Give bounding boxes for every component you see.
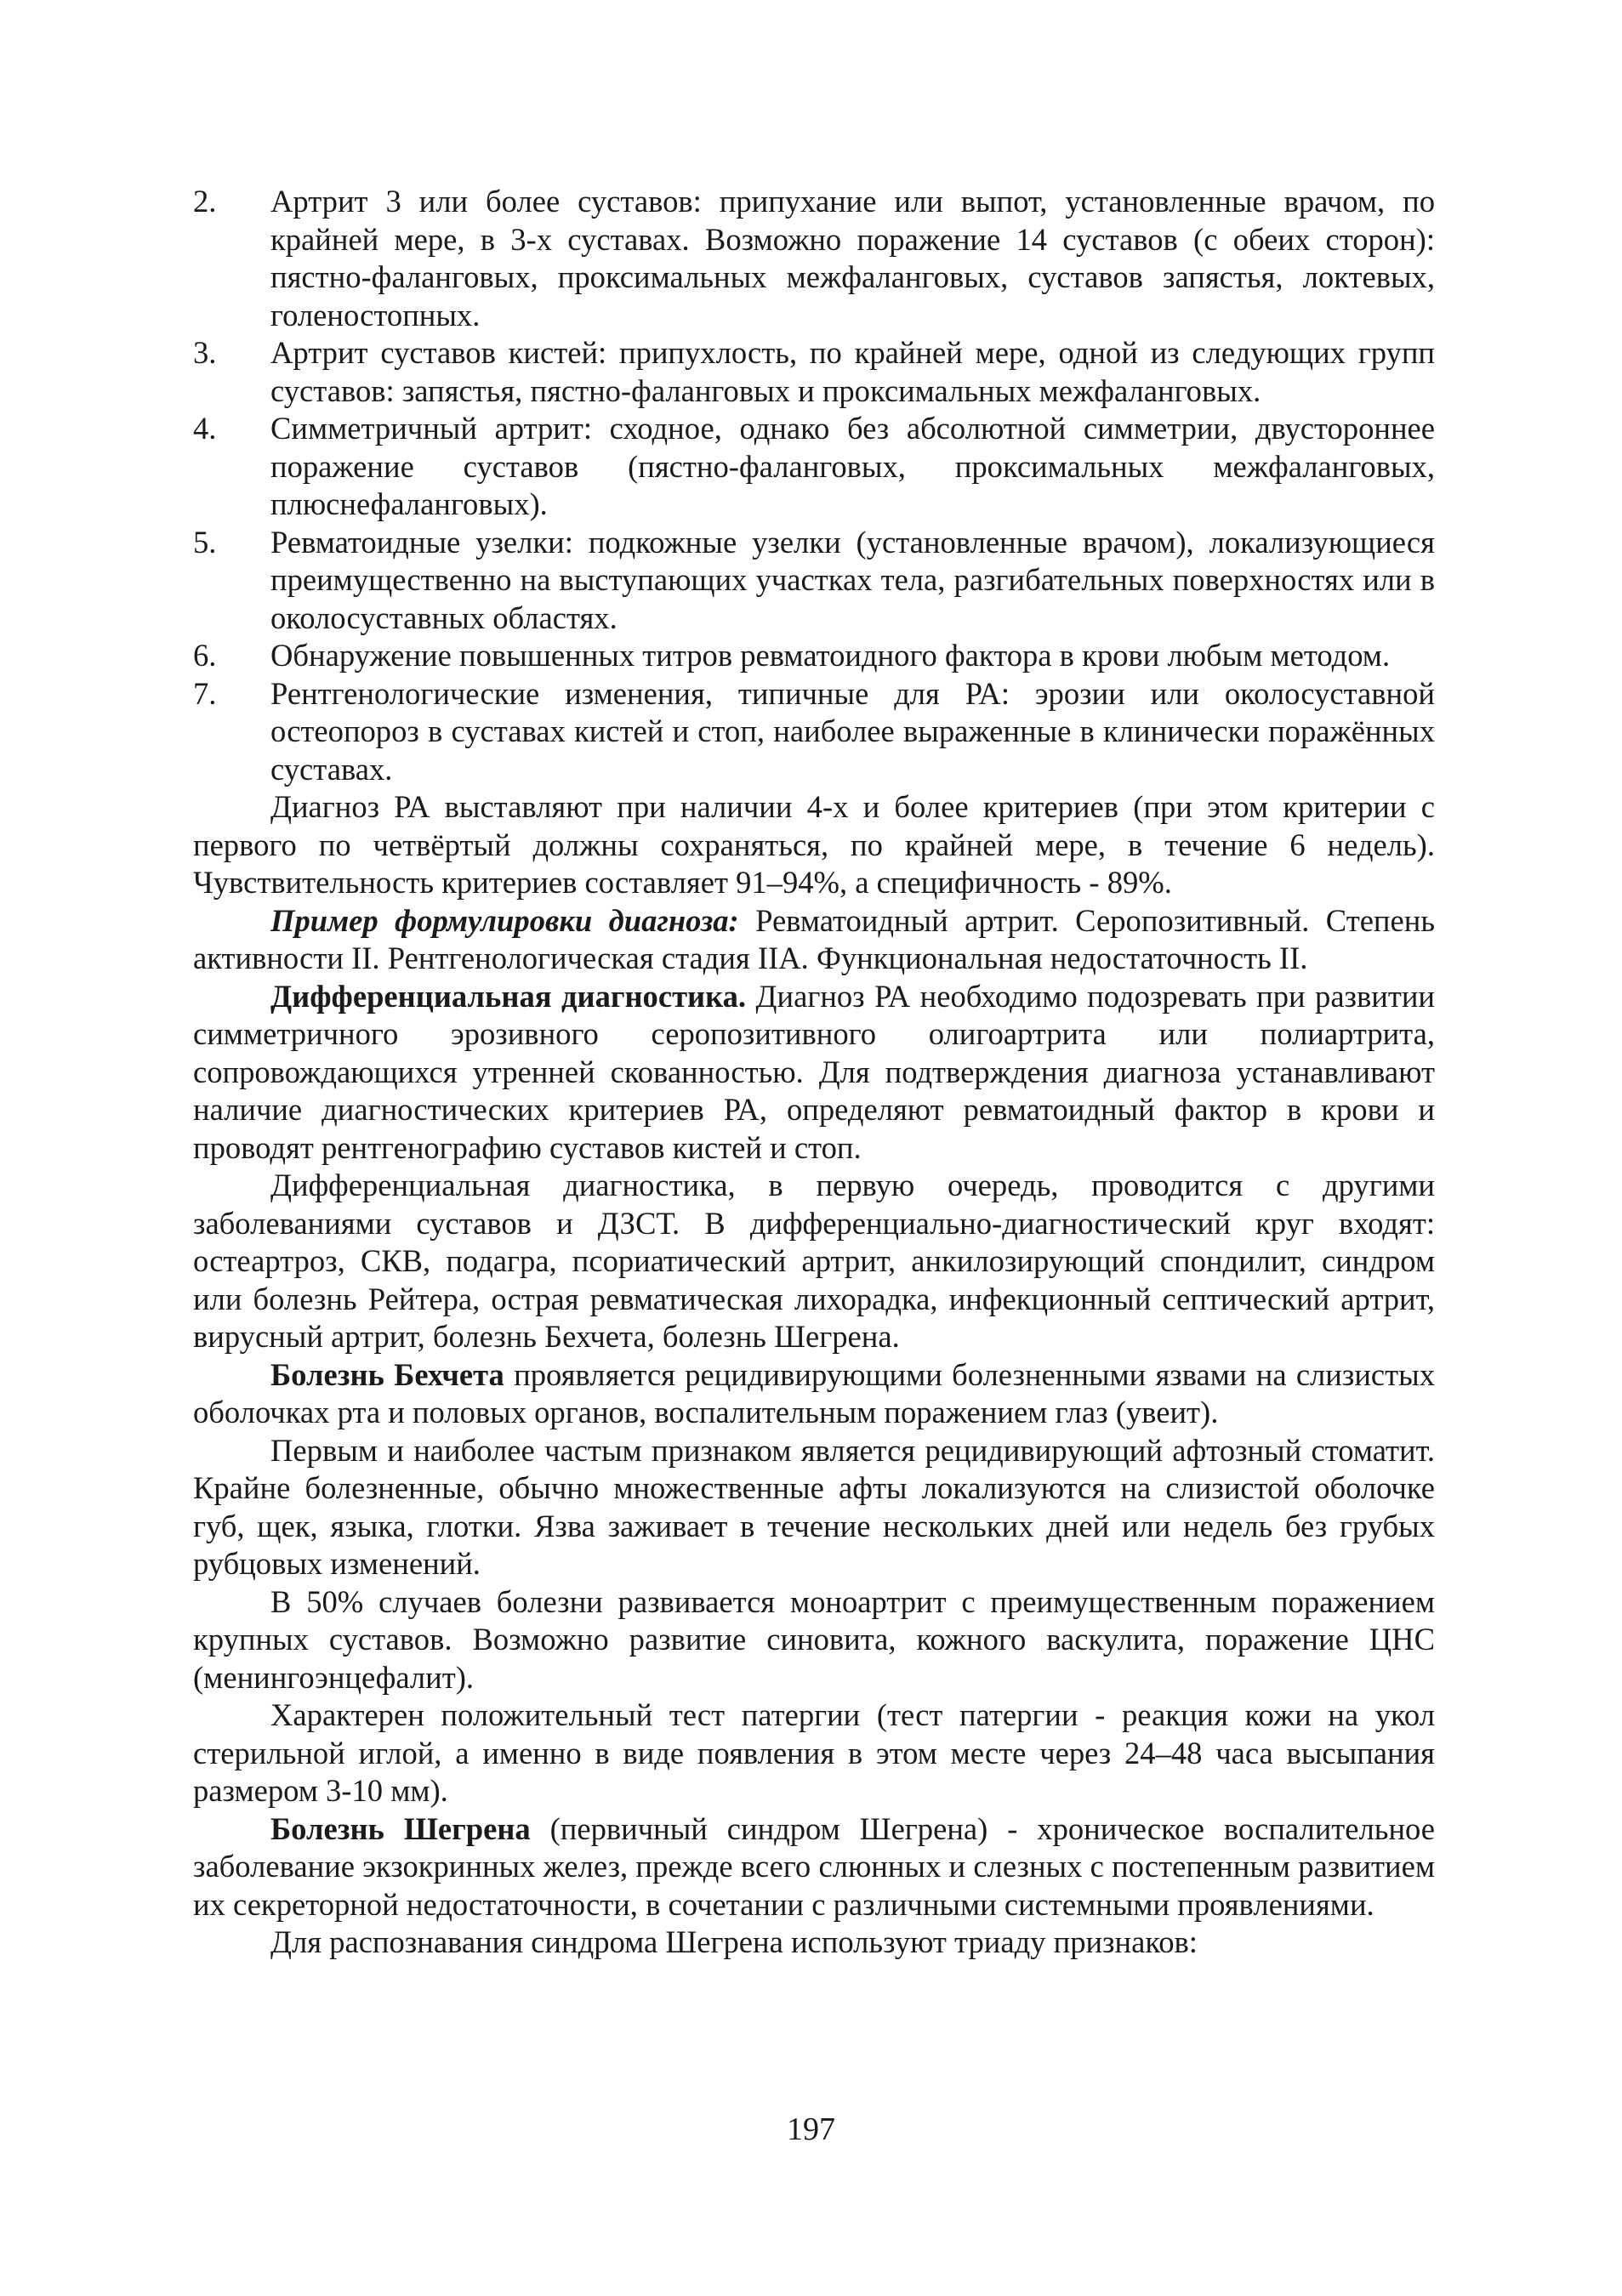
list-item-number: 7. [193, 675, 217, 711]
behcet-paragraph [193, 1356, 1435, 1432]
list-item-text: Артрит суставов кистей: припухлость, по крайней мере, одной из следующих групп суставов: запястья, пястно-фаланговых и проксимальных межфаланговых. [270, 335, 1435, 408]
page-content [193, 183, 1435, 1962]
page-number: 197 [787, 2111, 835, 2147]
diagnosis-example-lead: Пример формулировки диагноза: [270, 902, 739, 938]
diagnosis-example-paragraph [193, 902, 1435, 978]
list-item [193, 410, 1435, 524]
list-item-number: 4. [193, 411, 217, 446]
list-item [193, 675, 1435, 789]
sjogren-text: (первичный синдром Шегрена) - хроническое воспалительное заболевание экзокринных желез, прежде всего слюнных и слезных с постепенным развитием их секреторной недостаточности, в сочетании с различными системными проявлениями. [193, 1810, 1435, 1922]
sjogren-heading: Болезнь Шегрена [270, 1810, 531, 1846]
differential-diagnosis-paragraph [193, 978, 1435, 1168]
list-item-number: 6. [193, 638, 217, 673]
pathergy-paragraph: Характерен положительный тест патергии (тест патергии - реакция кожи на укол стерильной иглой, а именно в виде появления в этом месте через 24–48 часа высыпания размером 3-10 мм). [193, 1697, 1435, 1808]
differential-diagnosis-heading: Дифференциальная диагностика. [270, 978, 747, 1014]
list-item-text: Обнаружение повышенных титров ревматоидного фактора в крови любым методом. [270, 638, 1391, 673]
list-item-text: Рентгенологические изменения, типичные для РА: эрозии или околосуставной остеопороз в суставах кистей и стоп, наиболее выраженные в клинически поражённых суставах. [270, 675, 1435, 787]
list-item [193, 524, 1435, 638]
list-item-number: 5. [193, 524, 217, 560]
list-item-text: Симметричный артрит: сходное, однако без абсолютной симметрии, двустороннее поражение суставов (пястно-фаланговых, проксимальных межфаланговых, плюснефаланговых). [270, 411, 1435, 521]
monoarthritis-paragraph: В 50% случаев болезни развивается моноартрит с преимущественным поражением крупных суставов. Возможно развитие синовита, кожного васкулита, поражение ЦНС (менингоэнцефалит). [193, 1583, 1435, 1695]
triad-paragraph: Для распознавания синдрома Шегрена используют триаду признаков: [270, 1924, 1198, 1959]
list-item [193, 183, 1435, 334]
list-item [193, 334, 1435, 410]
behcet-heading: Болезнь Бехчета [270, 1356, 504, 1392]
diagnosis-criteria-paragraph: Диагноз РА выставляют при наличии 4-х и более критериев (при этом критерии с первого по четвёртый должны сохраняться, по крайней мере, в течение 6 недель). Чувствительность критериев составляет 91–94%, а специфичность - 89%. [193, 789, 1435, 900]
differential-diagnosis-text: Диагноз РА необходимо подозревать при развитии симметричного эрозивного серопозитивного олигоартрита или полиартрита, сопровождающихся утренней скованностью. Для подтверждения диагноза устанавливают наличие диагностических критериев РА, определяют ревматоидный фактор в крови и проводят рентгенографию суставов кистей и стоп. [193, 978, 1435, 1165]
list-item-number: 3. [193, 335, 217, 370]
list-item-text: Ревматоидные узелки: подкожные узелки (установленные врачом), локализующиеся преимущественно на выступающих участках тела, разгибательных поверхностях или в околосуставных областях. [270, 524, 1435, 635]
stomatitis-paragraph: Первым и наиболее частым признаком является рецидивирующий афтозный стоматит. Крайне болезненные, обычно множественные афты локализуются на слизистой оболочке губ, щек, языка, глотки. Язва заживает в течение нескольких дней или недель без грубых рубцовых изменений. [193, 1432, 1435, 1581]
list-item-text: Артрит 3 или более суставов: припухание или выпот, установленные врачом, по крайней мере, в 3-х суставах. Возможно поражение 14 суставов (с обеих сторон): пястно-фаланговых, проксимальных межфаланговых, суставов запястья, локтевых, голеностопных. [270, 184, 1435, 332]
behcet-text: проявляется рецидивирующими болезненными язвами на слизистых оболочках рта и половых органов, воспалительным поражением глаз (увеит). [193, 1356, 1435, 1429]
list-item [193, 637, 1435, 675]
differential-circle-paragraph: Дифференциальная диагностика, в первую очередь, проводится с другими заболеваниями суставов и ДЗСТ. В дифференциально-диагностический круг входят: остеартроз, СКВ, подагра, псориатический артрит, анкилозирующий спондилит, синдром или болезнь Рейтера, острая ревматическая лихорадка, инфекционный септический артрит, вирусный артрит, болезнь Бехчета, болезнь Шегрена. [193, 1168, 1435, 1354]
list-item-number: 2. [193, 184, 217, 219]
diagnosis-example-text: Ревматоидный артрит. Серопозитивный. Степень активности II. Рентгенологическая стадия IIA. Функциональная недостаточность II. [193, 902, 1435, 975]
sjogren-paragraph [193, 1810, 1435, 1924]
